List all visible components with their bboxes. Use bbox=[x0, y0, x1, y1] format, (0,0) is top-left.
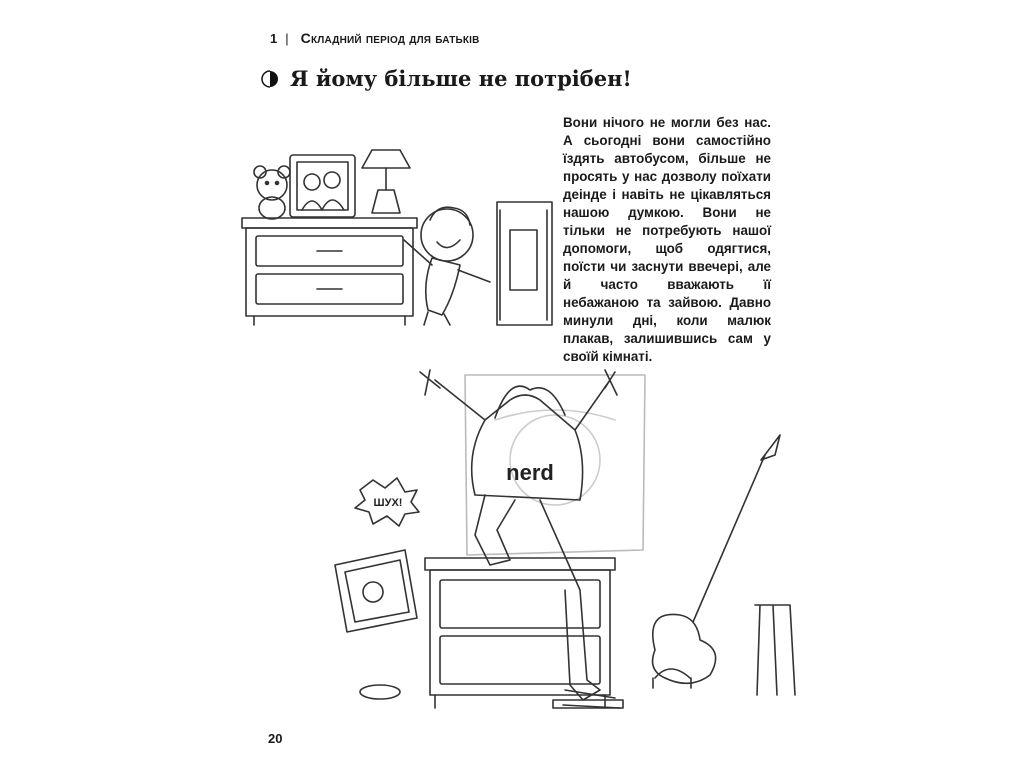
teenager-illustration bbox=[325, 360, 805, 720]
toddler-illustration bbox=[232, 120, 562, 335]
chapter-number: 1 bbox=[270, 31, 278, 46]
chapter-title: Складний період для батьків bbox=[300, 30, 480, 46]
page-number: 20 bbox=[268, 731, 283, 746]
section-heading bbox=[268, 66, 632, 91]
shirt-text: nerd bbox=[506, 460, 554, 485]
half-circle-bullet-icon bbox=[268, 70, 282, 88]
heading-text: Я йому більше не потрібен! bbox=[290, 66, 632, 91]
running-header bbox=[270, 30, 480, 46]
body-paragraph: Вони нічого не могли без нас. А сьогодні вони самостійно їздять автобусом, більше не просять у нас дозволу поїхати деінде і навіть не цікавляться нашою думкою. Вони не тільки не потребують нашої допомоги, щоб одягтися, поїсти чи заснути ввечері, але й часто вважають її небажаною та зайвою. Давно минули дні, коли малюк плакав, залишившись сам у своїй кімнаті. bbox=[563, 115, 771, 364]
sound-effect-label: ШУХ! bbox=[373, 497, 403, 509]
header-separator: | bbox=[285, 31, 289, 46]
